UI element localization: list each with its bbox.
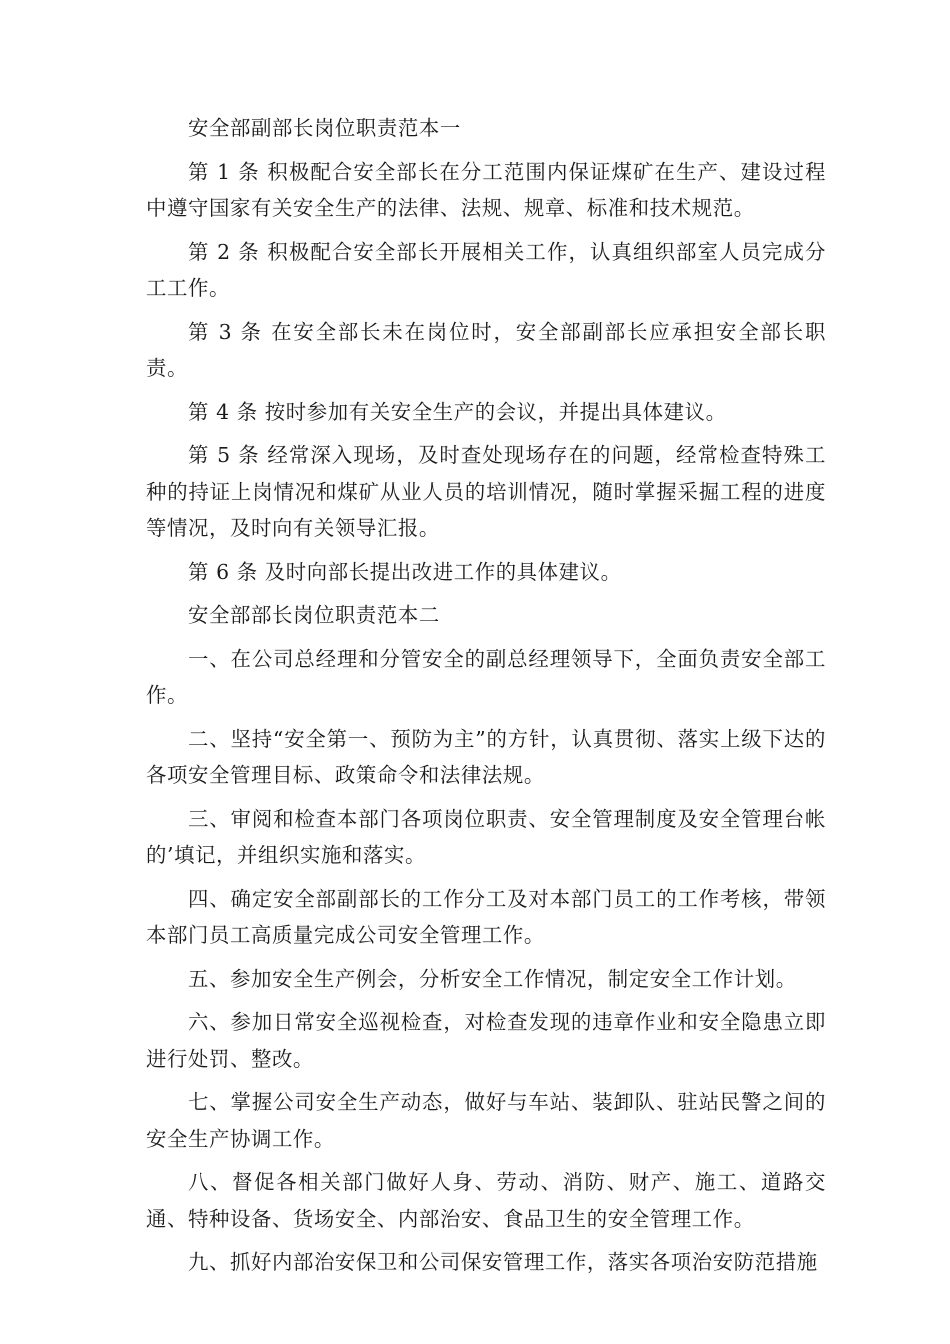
duty-2: 二、坚持“安全第一、预防为主”的方针，认真贯彻、落实上级下达的各项安全管理目标、政策命令和法律法规。 bbox=[146, 726, 826, 787]
article-3: 第 3 条 在安全部长未在岗位时，安全部副部长应承担安全部长职责。 bbox=[146, 319, 826, 380]
duty-9: 九、抓好内部治安保卫和公司保安管理工作，落实各项治安防范措施 bbox=[188, 1250, 818, 1274]
duty-6: 六、参加日常安全巡视检查，对检查发现的违章作业和安全隐患立即进行处罚、整改。 bbox=[146, 1010, 826, 1071]
duty-3: 三、审阅和检查本部门各项岗位职责、安全管理制度及安全管理台帐的’填记，并组织实施和落实。 bbox=[146, 806, 826, 867]
duty-7: 七、掌握公司安全生产动态，做好与车站、装卸队、驻站民警之间的安全生产协调工作。 bbox=[146, 1090, 826, 1151]
section-title-1: 安全部副部长岗位职责范本一 bbox=[188, 116, 461, 140]
article-4: 第 4 条 按时参加有关安全生产的会议，并提出具体建议。 bbox=[188, 399, 727, 424]
duty-8: 八、督促各相关部门做好人身、劳动、消防、财产、施工、道路交通、特种设备、货场安全、内部治安、食品卫生的安全管理工作。 bbox=[146, 1170, 826, 1231]
article-2: 第 2 条 积极配合安全部长开展相关工作，认真组织部室人员完成分工工作。 bbox=[146, 239, 826, 300]
article-6: 第 6 条 及时向部长提出改进工作的具体建议。 bbox=[188, 559, 622, 584]
article-5: 第 5 条 经常深入现场，及时查处现场存在的问题，经常检查特殊工种的持证上岗情况和煤矿从业人员的培训情况，随时掌握采掘工程的进度等情况，及时向有关领导汇报。 bbox=[146, 443, 826, 540]
duty-4: 四、确定安全部副部长的工作分工及对本部门员工的工作考核，带领本部门员工高质量完成公司安全管理工作。 bbox=[146, 886, 826, 947]
article-1: 第 1 条 积极配合安全部长在分工范围内保证煤矿在生产、建设过程中遵守国家有关安全生产的法律、法规、规章、标准和技术规范。 bbox=[146, 159, 826, 220]
document-body bbox=[146, 110, 826, 1288]
duty-1: 一、在公司总经理和分管安全的副总经理领导下，全面负责安全部工作。 bbox=[146, 646, 826, 707]
section-title-2: 安全部部长岗位职责范本二 bbox=[188, 603, 440, 627]
duty-5: 五、参加安全生产例会，分析安全工作情况，制定安全工作计划。 bbox=[188, 966, 797, 991]
